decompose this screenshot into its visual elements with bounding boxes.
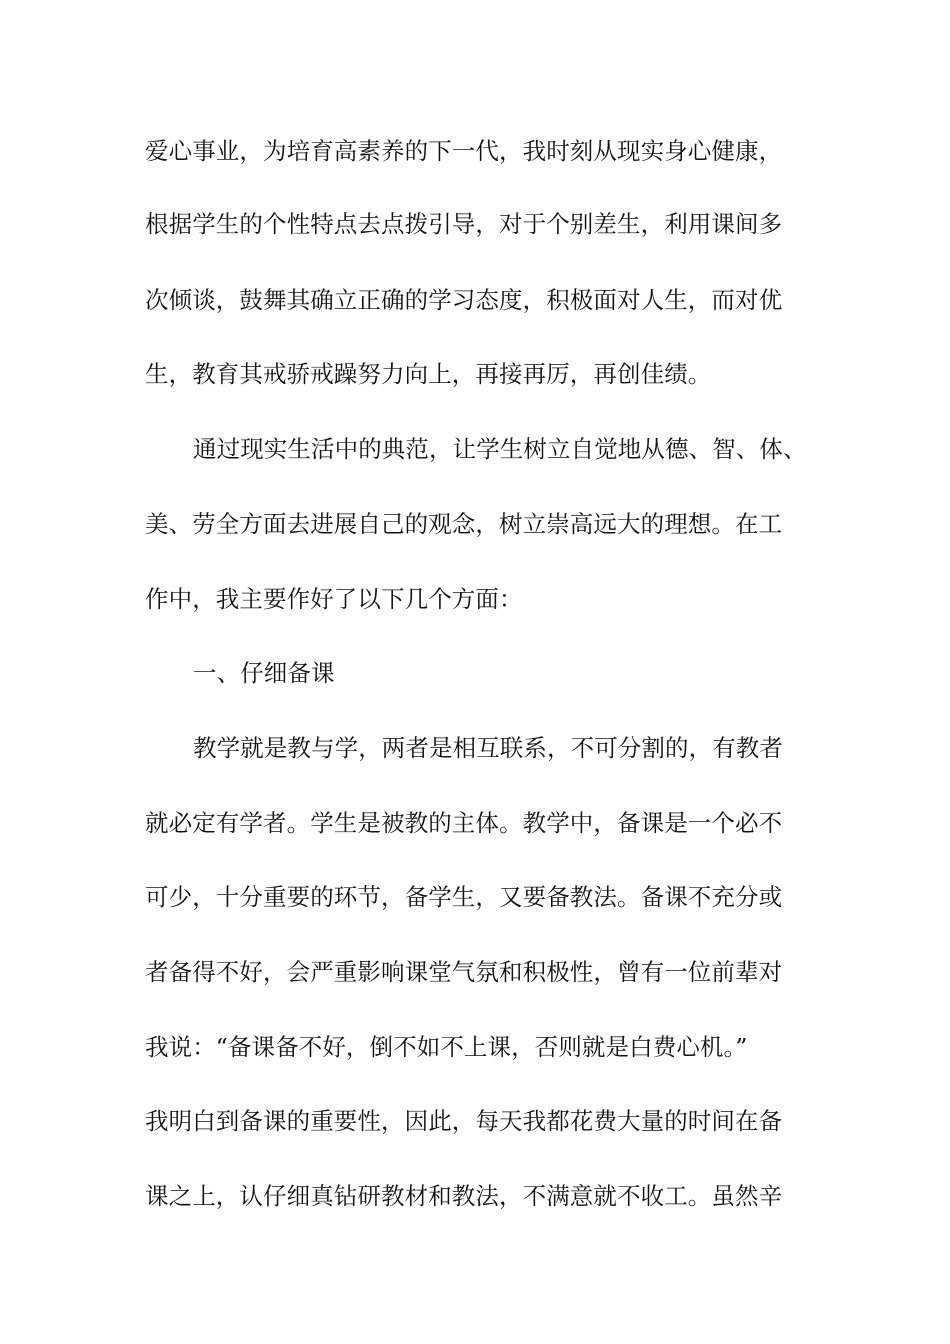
section-heading: 一、仔细备课 (193, 659, 335, 687)
paragraph-line: 课之上，认仔细真钻研教材和教法，不满意就不收工。虽然辛 (145, 1182, 783, 1210)
paragraph-line: 我明白到备课的重要性，因此，每天我都花费大量的时间在备 (145, 1107, 783, 1135)
paragraph-line: 根据学生的个性特点去点拨引导，对于个别差生，利用课间多 (145, 210, 783, 238)
paragraph-line: 通过现实生活中的典范，让学生树立自觉地从德、智、体、 (193, 435, 807, 463)
paragraph-line: 就必定有学者。学生是被教的主体。教学中，备课是一个必不 (145, 809, 783, 837)
paragraph-line: 者备得不好，会严重影响课堂气氛和积极性，曾有一位前辈对 (145, 958, 783, 986)
paragraph-line: 教学就是教与学，两者是相互联系，不可分割的，有教者 (193, 734, 783, 762)
paragraph-line: 生，教育其戒骄戒躁努力向上，再接再厉，再创佳绩。 (145, 360, 712, 388)
paragraph-line: 美、劳全方面去进展自己的观念，树立崇高远大的理想。在工 (145, 510, 783, 538)
paragraph-line: 次倾谈，鼓舞其确立正确的学习态度，积极面对人生，而对优 (145, 286, 783, 314)
paragraph-line: 爱心事业，为培育高素养的下一代，我时刻从现实身心健康， (145, 137, 783, 165)
paragraph-line: 作中，我主要作好了以下几个方面： (145, 585, 523, 613)
paragraph-line: 我说：“备课备不好，倒不如不上课，否则就是白费心机。” (145, 1033, 748, 1061)
paragraph-line: 可少，十分重要的环节，备学生，又要备教法。备课不充分或 (145, 883, 783, 911)
